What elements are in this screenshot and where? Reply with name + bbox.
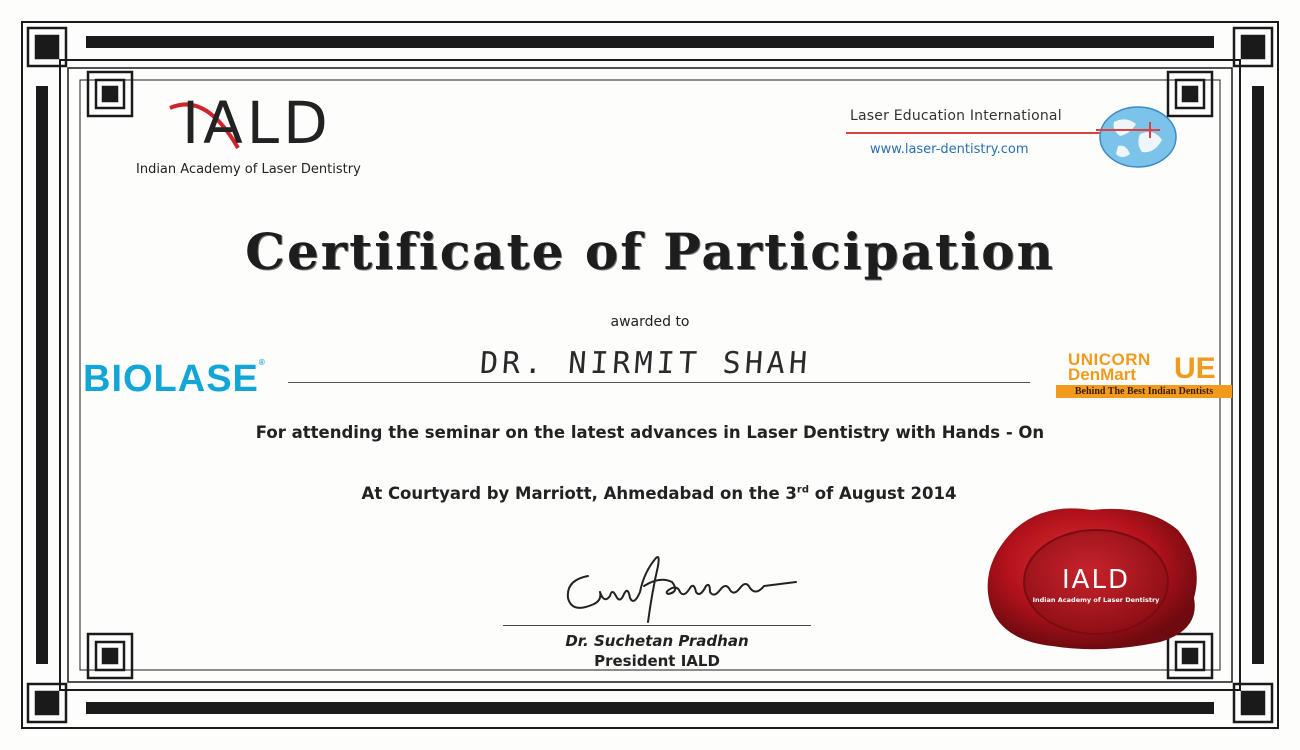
wax-seal (982, 502, 1204, 652)
recipient-name: DR. NIRMIT SHAH (478, 346, 813, 381)
iald-logo-mark: IALD (182, 89, 332, 157)
unicorn-logo-line1: UNICORN (1068, 350, 1151, 369)
iald-logo-subtitle: Indian Academy of Laser Dentistry (136, 162, 361, 177)
venue-text-prefix: At Courtyard by Marriott, Ahmedabad on the 3 (361, 484, 797, 503)
awarded-to-label: awarded to (610, 314, 690, 330)
biolase-logo-text: BIOLASE (83, 358, 259, 400)
venue-text (0, 484, 1300, 503)
venue-text-suffix: of August 2014 (808, 484, 957, 503)
lei-logo (842, 104, 1192, 174)
signatory-title: President IALD (594, 652, 720, 670)
unicorn-logo-mark: UE (1174, 352, 1216, 385)
unicorn-denmart-logo (1056, 350, 1234, 400)
lei-logo-title: Laser Education International (850, 108, 1062, 124)
iald-logo (132, 90, 422, 180)
attendance-text: For attending the seminar on the latest advances in Laser Dentistry with Hands - On (255, 423, 1045, 442)
venue-text-ordinal: rd (796, 484, 809, 496)
seal-subtitle: Indian Academy of Laser Dentistry (1032, 596, 1160, 604)
recipient-name-line (288, 382, 1030, 383)
biolase-logo (83, 358, 266, 401)
globe-icon (1096, 104, 1182, 170)
signature-line (503, 625, 811, 626)
unicorn-logo-line2: DenMart (1068, 365, 1137, 384)
signature-mark (560, 552, 810, 626)
seal-mark: IALD (1062, 565, 1130, 595)
signatory-name: Dr. Suchetan Pradhan (565, 632, 749, 650)
certificate-title: Certificate of Participation (245, 222, 1055, 281)
unicorn-logo-tagline: Behind The Best Indian Dentists (1056, 385, 1232, 398)
biolase-trademark: ® (258, 358, 266, 367)
lei-logo-url: www.laser-dentistry.com (870, 142, 1029, 157)
